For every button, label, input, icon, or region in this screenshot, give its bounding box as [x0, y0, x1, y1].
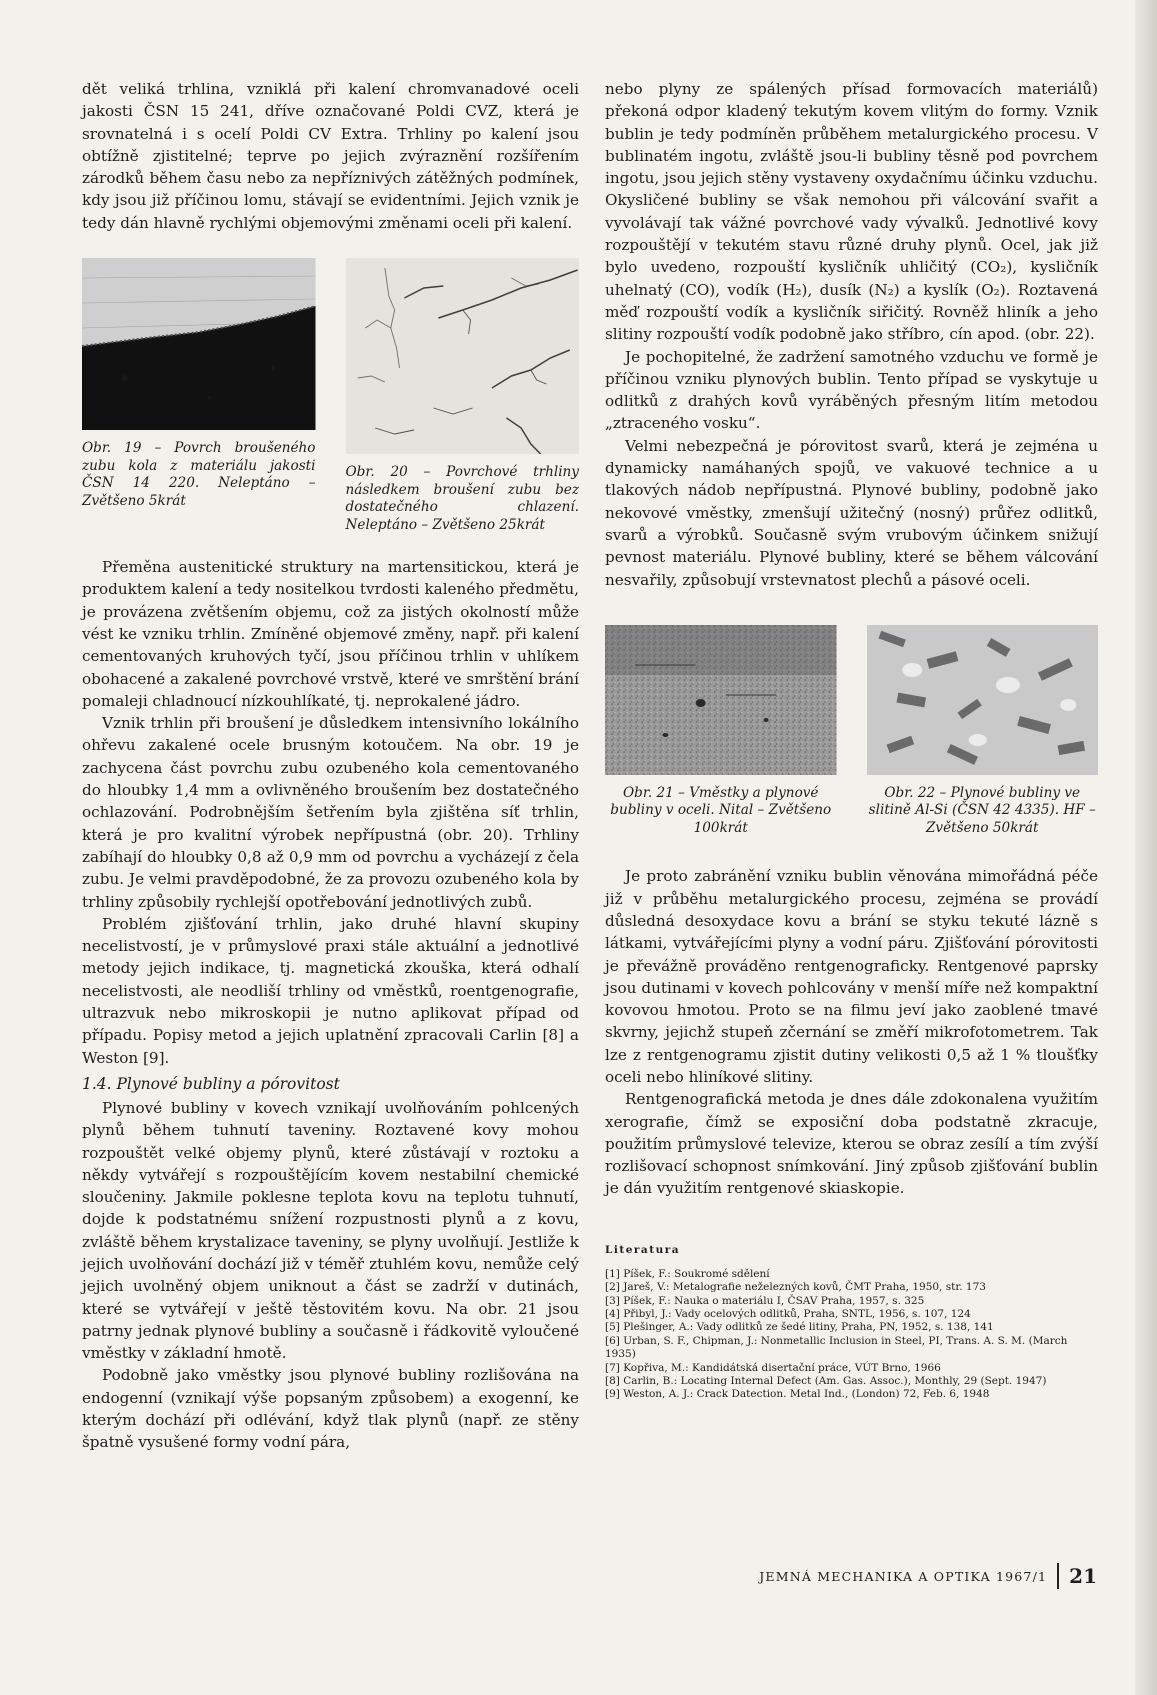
figure-22-caption: Obr. 22 – Plynové bubliny ve slitině Al-Si (ČSN 42 4335). HF – Zvětšeno 50krát [868, 784, 1096, 836]
literature-heading: Literatura [605, 1243, 681, 1256]
left-column [82, 78, 579, 1454]
figure-22-photo [867, 625, 1099, 775]
figure-20-caption: Obr. 20 – Povrchové trhliny následkem broušení zubu bez dostatečného chlazení. Neleptáno – Zvětšeno 25krát [345, 464, 579, 533]
left-paragraph-5: Plynové bubliny v kovech vznikají uvolňováním pohlcených plynů během tuhnutí taveniny. Roztavené kovy mohou rozpouštět velké objemy plynů, které zůstávají v roztoku a někdy vytvářejí s rozpouštějícím kovem nestabilní chemické sloučeniny. Jakmile poklesne teplota kovu na teplotu tuhnutí, dojde k podstatnému snížení rozpustnosti plynů a z kovu, zvláště během krystalizace taveniny, se plyny uvolňují. Jestliže k jejich uvolňování dochází již v téměř ztuhlém kovu, nemůže celý jejich uvolněný objem uniknout a část se zadrží v dutinách, které se vytvářejí v ještě těstovitém kovu. Na obr. 21 jsou patrny jednak plynové bubliny a současně i řádkovitě vyloučené vměstky v základní hmotě. [82, 1098, 579, 1363]
figure-19-caption: Obr. 19 – Povrch broušeného zubu kola z materiálu jakosti ČSN 14 220. Neleptáno – Zvětšeno 5krát [82, 440, 316, 509]
reference-item: [3] Píšek, F.: Nauka o materiálu I, ČSAV Praha, 1957, s. 325 [605, 1294, 925, 1307]
reference-item: [6] Urban, S. F., Chipman, J.: Nonmetallic Inclusion in Steel, PI, Trans. A. S. M. (March 1935) [605, 1334, 1068, 1361]
right-column [605, 78, 1098, 1402]
reference-list [605, 1268, 1098, 1402]
figure-20-photo [346, 258, 580, 454]
left-paragraph-4: Problém zjišťování trhlin, jako druhé hlavní skupiny necelistvostí, je v průmyslové praxi stále aktuální a jednotlivé metody jejich indikace, tj. magnetická zkouška, která odhalí necelistvosti, ale neodliší trhliny od vměstků, roentgenografie, ultrazvuk nebo mikroskopii je nutno aplikovat případ od případu. Popisy metod a jejich uplatnění zpracovali Carlin [8] a Weston [9]. [82, 914, 579, 1067]
journal-name: JEMNÁ MECHANIKA A OPTIKA 1967/1 [759, 1568, 1048, 1584]
figure-21-caption: Obr. 21 – Vměstky a plynové bubliny v oceli. Nital – Zvětšeno 100krát [610, 784, 832, 836]
left-paragraph-2: Přeměna austenitické struktury na martensitickou, která je produktem kalení a tedy nositelkou tvrdosti kaleného předmětu, je provázena zvětšením objemu, což za jistých okolností může vést ke vzniku trhlin. Zmíněné objemové změny, např. při kalení cementovaných kruhových tyčí, jsou příčinou trhlin v uhlíkem obohacené a zakalené povrchové vrstvě, které ve smrštění brání pomaleji chladnoucí nízkouhlíkaté, tj. neprokalené jádro. [82, 558, 579, 710]
figures-21-22 [605, 625, 1098, 838]
left-paragraph-6: Podobně jako vměstky jsou plynové bubliny rozlišována na endogenní (vznikají výše popsaným způsobem) a exogenní, ke kterým dochází při odlévání, když tlak plynů (např. ze stěny špatně vysušené formy vodní pára, [82, 1366, 579, 1452]
right-paragraph-5: Rentgenografická metoda je dnes dále zdokonalena využitím xerografie, čímž se exposiční doba podstatně zkracuje, použitím průmyslové televize, kterou se obraz zesílí a tím zvýší rozlišovací schopnost snímkování. Jiný způsob zjišťování bublin je dán využitím rentgenové skiaskopie. [605, 1090, 1098, 1198]
page-edge-shadow [1135, 0, 1157, 1695]
section-heading-1-4: 1.4. Plynové bubliny a pórovitost [82, 1074, 340, 1093]
figure-21-photo [605, 625, 837, 775]
figure-20 [346, 258, 580, 534]
literature-section [605, 1244, 1098, 1402]
footer-divider [1057, 1563, 1059, 1589]
reference-item: [7] Kopřiva, M.: Kandidátská disertační práce, VÚT Brno, 1966 [605, 1361, 941, 1374]
figure-19-photo [82, 258, 316, 430]
right-paragraph-2: Je pochopitelné, že zadržení samotného vzduchu ve formě je příčinou vzniku plynových bublin. Tento případ se vyskytuje u odlitků z drahých kovů vyráběných přesným litím metodou „ztraceného vosku“. [605, 347, 1098, 433]
reference-item: [5] Plešinger, A.: Vady odlitků ze šedé litiny, Praha, PN, 1952, s. 138, 141 [605, 1321, 994, 1334]
reference-item: [2] Jareš, V.: Metalografie neželezných kovů, ČMT Praha, 1950, str. 173 [605, 1281, 986, 1294]
page-footer [759, 1563, 1097, 1589]
right-paragraph-1: nebo plyny ze spálených přísad formovacích materiálů) překoná odpor kladený tekutým kovem vlitým do formy. Vznik bublin je tedy podmíněn průběhem metalurgického procesu. V bublinatém ingotu, zvláště jsou-li bubliny těsně pod povrchem ingotu, jsou jejich stěny vystaveny oxydačnímu účinku vzduchu. Okysličené bubliny se však nemohou při válcování svařit a vyvolávají tak vážné povrchové vady vývalků. Jednotlivé kovy rozpouštějí v tekutém stavu různé druhy plynů. Ocel, jak již bylo uvedeno, rozpouští kysličník uhličitý (CO₂), kysličník uhelnatý (CO), vodík (H₂), dusík (N₂) a kyslík (O₂). Roztavená měď rozpouští vodík a kysličník siřičitý. Rovněž hliník a jeho slitiny rozpouští vodík podobně jako stříbro, cín apod. (obr. 22). [605, 80, 1098, 344]
reference-item: [9] Weston, A. J.: Crack Datection. Metal Ind., (London) 72, Feb. 6, 1948 [605, 1388, 990, 1401]
gear-tooth-surface-image [82, 258, 316, 430]
figure-21 [605, 625, 837, 838]
reference-item: [8] Carlin, B.: Locating Internal Defect (Am. Gas. Assoc.), Monthly, 29 (Sept. 1947) [605, 1375, 1047, 1388]
figure-22 [867, 625, 1099, 838]
inclusions-bubbles-image [605, 625, 837, 775]
reference-item: [4] Přibyl, J.: Vady ocelových odlitků, Praha, SNTL, 1956, s. 107, 124 [605, 1308, 971, 1320]
figure-19 [82, 258, 316, 534]
right-paragraph-4: Je proto zabránění vzniku bublin věnována mimořádná péče již v průběhu metalurgického procesu, zejména se provádí důsledná desoxydace kovu a brání se styku tekuté lázně s látkami, vytvářejícími plyny a vodní páru. Zjišťování pórovitosti je převážně prováděno rentgenograficky. Rentgenové paprsky jsou dutinami v kovech pohlcovány v menší míře než kompaktní kovovou hmotou. Proto se na filmu jeví jako zaoblené tmavé skvrny, jejichž stupeň zčernání se změří mikrofotometrem. Tak lze z rentgenogramu zjistit dutiny velikosti 0,5 až 1 % tloušťky oceli nebo hliníkové slitiny. [605, 867, 1098, 1086]
left-paragraph-1: dět veliká trhlina, vzniklá při kalení chromvanadové oceli jakosti ČSN 15 241, dříve označované Poldi CVZ, která je srovnatelná i s ocelí Poldi CV Extra. Trhliny po kalení jsou obtížně zjistitelné; teprve po jejich zvýraznění rozšířením zárodků během času nebo za nepříznivých zátěžných podmínek, kdy jsou již příčinou lomu, stávají se evidentními. Jejich vznik je tedy dán hlavně rychlými objemovými změnami oceli při kalení. [82, 80, 579, 232]
right-paragraph-3: Velmi nebezpečná je pórovitost svarů, která je zejména u dynamicky namáhaných spojů, ve vakuové technice a u tlakových nádob nepřípustná. Plynové bubliny, podobně jako nekovové vměstky, zmenšují užitečný (nosný) průřez odlitků, svarů a výrobků. Současně svým vrubovým účinkem snižují pevnost materiálu. Plynové bubliny, které se během válcování nesvařily, způsobují vrstevnatost plechů a pásové oceli. [605, 436, 1098, 589]
left-paragraph-3: Vznik trhlin při broušení je důsledkem intensivního lokálního ohřevu zakalené ocele brusným kotoučem. Na obr. 19 je zachycena část povrchu zubu ozubeného kola cementovaného do hloubky 1,4 mm a ovlivněného broušením bez dostatečného ochlazování. Podrobnějším šetřením byla zjištěna síť trhlin, která je pro kvalitní výrobek nepřípustná (obr. 20). Trhliny zabíhají do hloubky 0,8 až 0,9 mm od povrchu a vycházejí z čela zubu. Je velmi pravděpodobné, že za provozu ozubeného kola by trhliny způsobily rychlejší opotřebování jednotlivých zubů. [82, 714, 579, 911]
page-number: 21 [1069, 1564, 1097, 1588]
al-si-alloy-image [867, 625, 1099, 775]
figures-19-20 [82, 258, 579, 534]
surface-cracks-image [346, 258, 580, 454]
reference-item: [1] Píšek, F.: Soukromé sdělení [605, 1267, 770, 1280]
